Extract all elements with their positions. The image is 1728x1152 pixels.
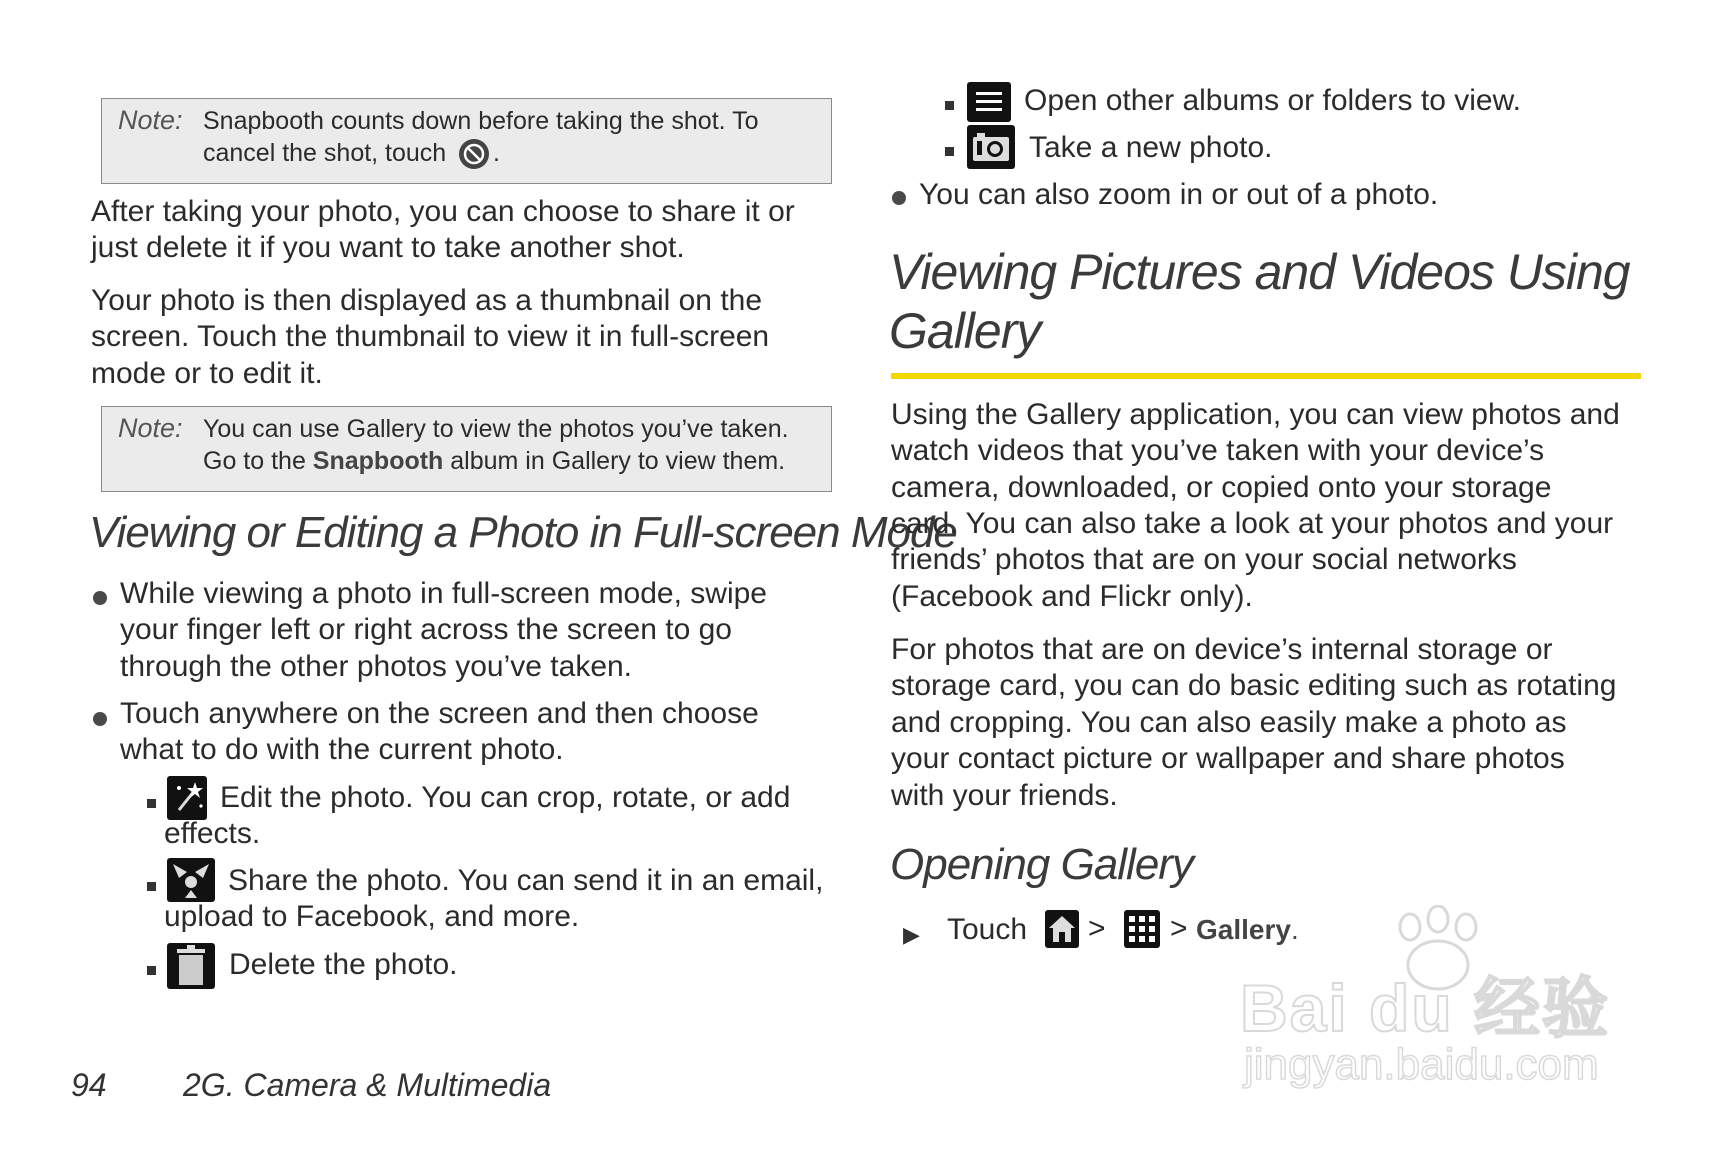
note-text-line: Go to the Snapbooth album in Gallery to view them. (203, 447, 786, 475)
bullet-line: through the other photos you’ve taken. (120, 650, 633, 683)
heading-rule (891, 373, 1641, 379)
sub-bullet (147, 882, 156, 891)
note-text-line: You can use Gallery to view the photos you’ve taken. (203, 415, 789, 443)
bullet-dot (93, 712, 107, 726)
sub-bullet (945, 101, 954, 110)
bullet-dot (892, 191, 906, 205)
page-heading: Viewing Pictures and Videos Using (889, 244, 1630, 300)
sub-bullet-line: Share the photo. You can send it in an email, (228, 864, 824, 897)
cancel-icon (459, 139, 489, 169)
magic-wand-icon (167, 776, 207, 820)
share-icon (167, 858, 215, 902)
bullet-line: what to do with the current photo. (120, 733, 564, 766)
trash-icon (167, 943, 215, 989)
sub-bullet-line: effects. (164, 817, 261, 850)
watermark-url: jingyan.baidu.com (1244, 1040, 1599, 1089)
apps-grid-icon (1124, 910, 1160, 948)
paragraph-line: camera, downloaded, or copied onto your storage (891, 471, 1552, 504)
watermark-brand: Bai du 经验 (1240, 971, 1611, 1045)
note-text-line: cancel the shot, touch (203, 139, 447, 167)
sub-bullet-line: Open other albums or folders to view. (1024, 84, 1521, 117)
sub-bullet-line: Take a new photo. (1029, 131, 1273, 164)
paragraph-line: friends’ photos that are on your social networks (891, 543, 1517, 576)
baidu-watermark (1240, 905, 1660, 1105)
paragraph-line: card. You can also take a look at your photos and your (891, 507, 1614, 540)
page-heading: Gallery (889, 303, 1041, 359)
step-separator: > (1088, 912, 1106, 945)
paragraph-line: your contact picture or wallpaper and share photos (891, 742, 1565, 775)
note-label: Note: (118, 413, 183, 443)
paragraph-line: Using the Gallery application, you can view photos and (891, 398, 1620, 431)
bullet-line: While viewing a photo in full-screen mode, swipe (120, 577, 767, 610)
bullet-dot (93, 591, 107, 605)
page-number: 94 (71, 1067, 107, 1103)
step-separator: > (1170, 912, 1188, 945)
step-touch-text: Touch (947, 913, 1028, 946)
paragraph-line: with your friends. (891, 779, 1118, 812)
sub-bullet-line: Edit the photo. You can crop, rotate, or add (220, 781, 791, 814)
note-text-period: . (493, 139, 500, 167)
home-icon (1045, 910, 1079, 948)
step-gallery-label: Gallery. (1196, 914, 1299, 945)
paragraph-line: mode or to edit it. (91, 357, 323, 390)
menu-list-icon (967, 82, 1011, 122)
step-arrow: ▶ (903, 922, 920, 947)
paragraph-line: After taking your photo, you can choose to share it or (91, 195, 795, 228)
note-text-line: Snapbooth counts down before taking the shot. To (203, 107, 759, 135)
sub-bullet-line: upload to Facebook, and more. (164, 900, 580, 933)
paragraph-line: and cropping. You can also easily make a photo as (891, 706, 1567, 739)
snapbooth-bold: Snapbooth (312, 447, 444, 475)
paragraph-line: storage card, you can do basic editing such as rotating (891, 669, 1617, 702)
sub-bullet (147, 799, 156, 808)
paragraph-line: For photos that are on device’s internal storage or (891, 633, 1553, 666)
note-label: Note: (118, 105, 183, 135)
note-box-gallery (101, 406, 832, 492)
sub-bullet (945, 147, 954, 156)
paragraph-line: watch videos that you’ve taken with your device’s (891, 434, 1545, 467)
bullet-line: Touch anywhere on the screen and then choose (120, 697, 759, 730)
paragraph-line: just delete it if you want to take another shot. (91, 231, 685, 264)
note-box-countdown (101, 98, 832, 184)
bullet-line: You can also zoom in or out of a photo. (919, 178, 1439, 211)
camera-icon (967, 125, 1015, 169)
bullet-line: your finger left or right across the screen to go (120, 613, 732, 646)
section-heading: Viewing or Editing a Photo in Full-screen Mode (89, 508, 957, 557)
paragraph-line: screen. Touch the thumbnail to view it in full-screen (91, 320, 770, 353)
subsection-heading: Opening Gallery (890, 840, 1193, 889)
section-name: 2G. Camera & Multimedia (183, 1067, 552, 1103)
paragraph-line: Your photo is then displayed as a thumbnail on the (91, 284, 763, 317)
sub-bullet (147, 966, 156, 975)
paragraph-line: (Facebook and Flickr only). (891, 580, 1253, 613)
sub-bullet-line: Delete the photo. (229, 948, 458, 981)
